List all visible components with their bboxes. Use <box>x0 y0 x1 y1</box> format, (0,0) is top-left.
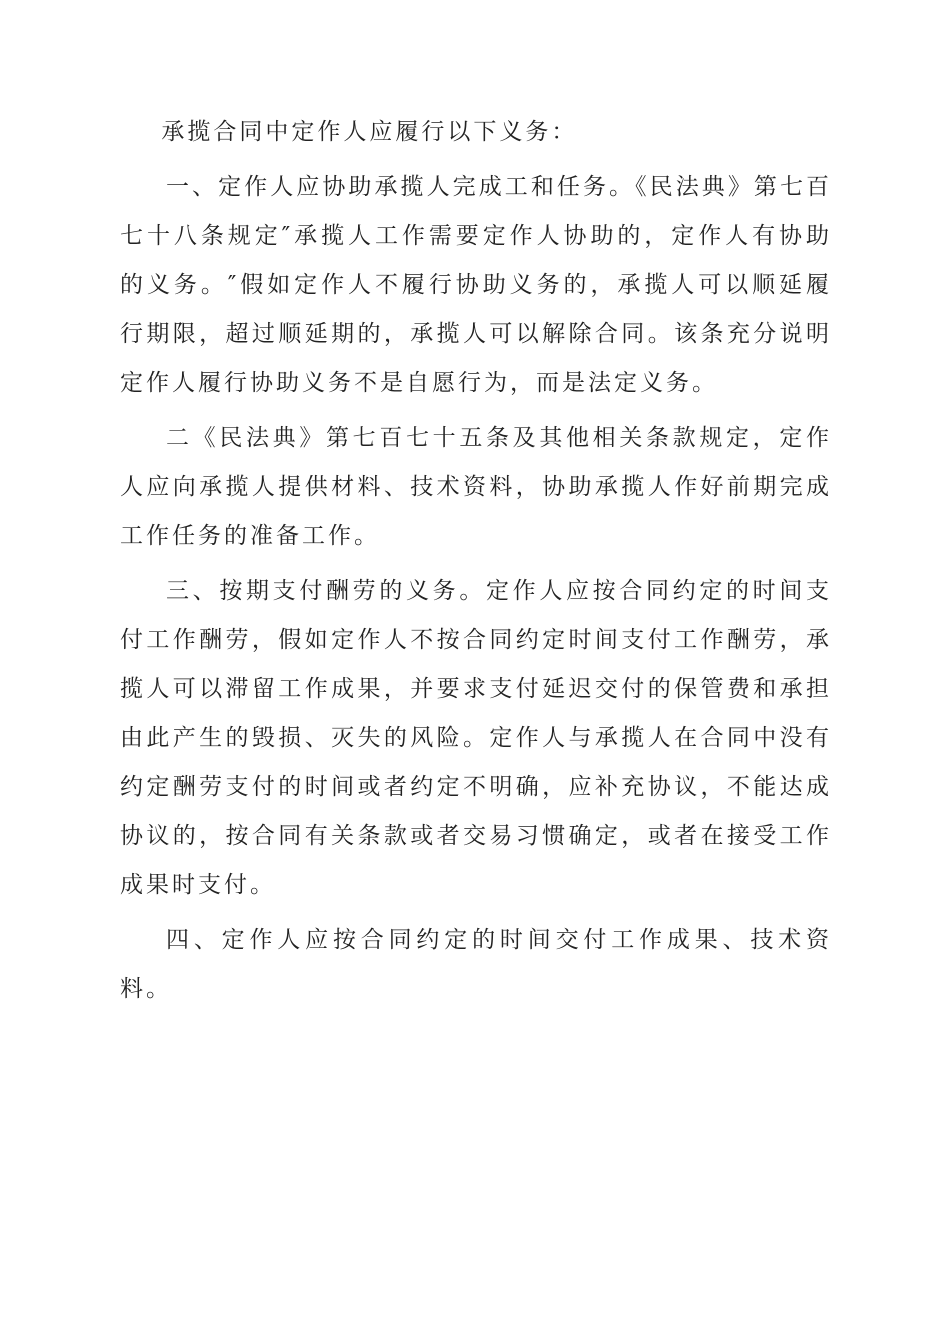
paragraph-duty-4: 四、定作人应按合同约定的时间交付工作成果、技术资料。 <box>120 927 832 1002</box>
paragraph-duty-2: 二《民法典》第七百七十五条及其他相关条款规定，定作人应向承揽人提供材料、技术资料，协助承揽人作好前期完成工作任务的准备工作。 <box>120 425 832 549</box>
paragraph-duty-3: 三、按期支付酬劳的义务。定作人应按合同约定的时间支付工作酬劳，假如定作人不按合同约定时间支付工作酬劳，承揽人可以滞留工作成果，并要求支付延迟交付的保管费和承担由此产生的毁损、灭失的风险。定作人与承揽人在合同中没有约定酬劳支付的时间或者约定不明确，应补充协议，不能达成协议的，按合同有关条款或者交易习惯确定，或者在接受工作成果时支付。 <box>120 578 832 898</box>
document-body <box>120 108 832 1020</box>
paragraph-duty-1: 一、定作人应协助承揽人完成工和任务。《民法典》第七百七十八条规定″承揽人工作需要定作人协助的，定作人有协助的义务。″假如定作人不履行协助义务的，承揽人可以顺延履行期限，超过顺延期的，承揽人可以解除合同。该条充分说明定作人履行协助义务不是自愿行为，而是法定义务。 <box>120 174 832 396</box>
intro-paragraph: 承揽合同中定作人应履行以下义务： <box>161 119 578 145</box>
